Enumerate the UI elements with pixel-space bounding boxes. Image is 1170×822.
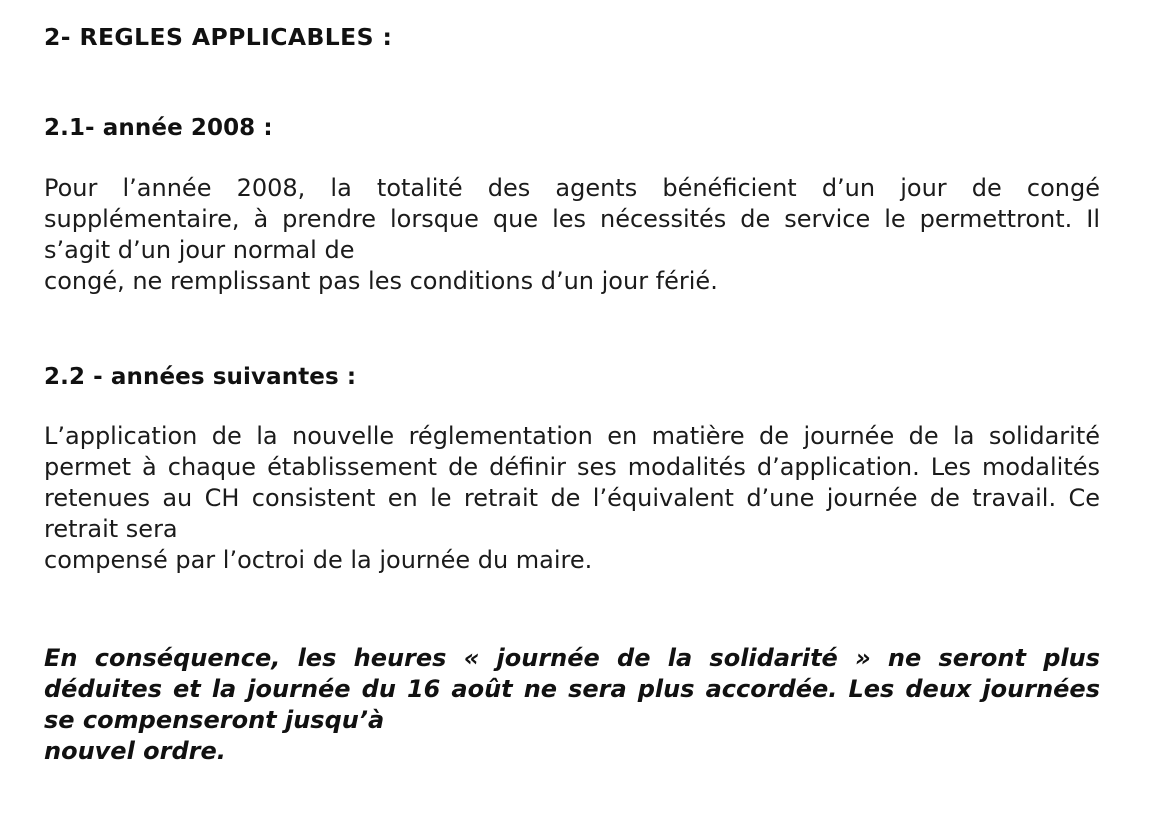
- document-body: [44, 0, 1100, 822]
- paragraph-following-years-last-line: compensé par l’octroi de la journée du maire.: [44, 546, 593, 575]
- paragraph-year-2008: [44, 173, 1100, 328]
- section-heading-2-2: 2.2 - années suivantes :: [44, 363, 357, 390]
- paragraph-following-years: [44, 421, 1100, 607]
- section-heading-rules: 2- REGLES APPLICABLES :: [44, 23, 393, 51]
- section-heading-2-1: 2.1- année 2008 :: [44, 115, 273, 142]
- paragraph-conclusion-last-line: nouvel ordre.: [44, 737, 226, 766]
- paragraph-following-years-text: L’application de la nouvelle réglementation en matière de journée de la solidarité permet à chaque établissement de définir ses modalités d’application. Les modalités retenues au CH consistent en le retrait de l’équivalent d’une journée de travail. Ce retrait sera: [44, 422, 1100, 544]
- paragraph-conclusion-text: En conséquence, les heures « journée de la solidarité » ne seront plus déduites et la journée du 16 août ne sera plus accordée. Les deux journées se compenseront jusqu’à: [44, 644, 1100, 735]
- paragraph-year-2008-last-line: congé, ne remplissant pas les conditions d’un jour férié.: [44, 266, 718, 295]
- paragraph-conclusion: [44, 643, 1100, 798]
- paragraph-year-2008-text: Pour l’année 2008, la totalité des agents bénéficient d’un jour de congé supplémentaire, à prendre lorsque que les nécessités de service le permettront. Il s’agit d’un jour normal de: [44, 173, 1100, 264]
